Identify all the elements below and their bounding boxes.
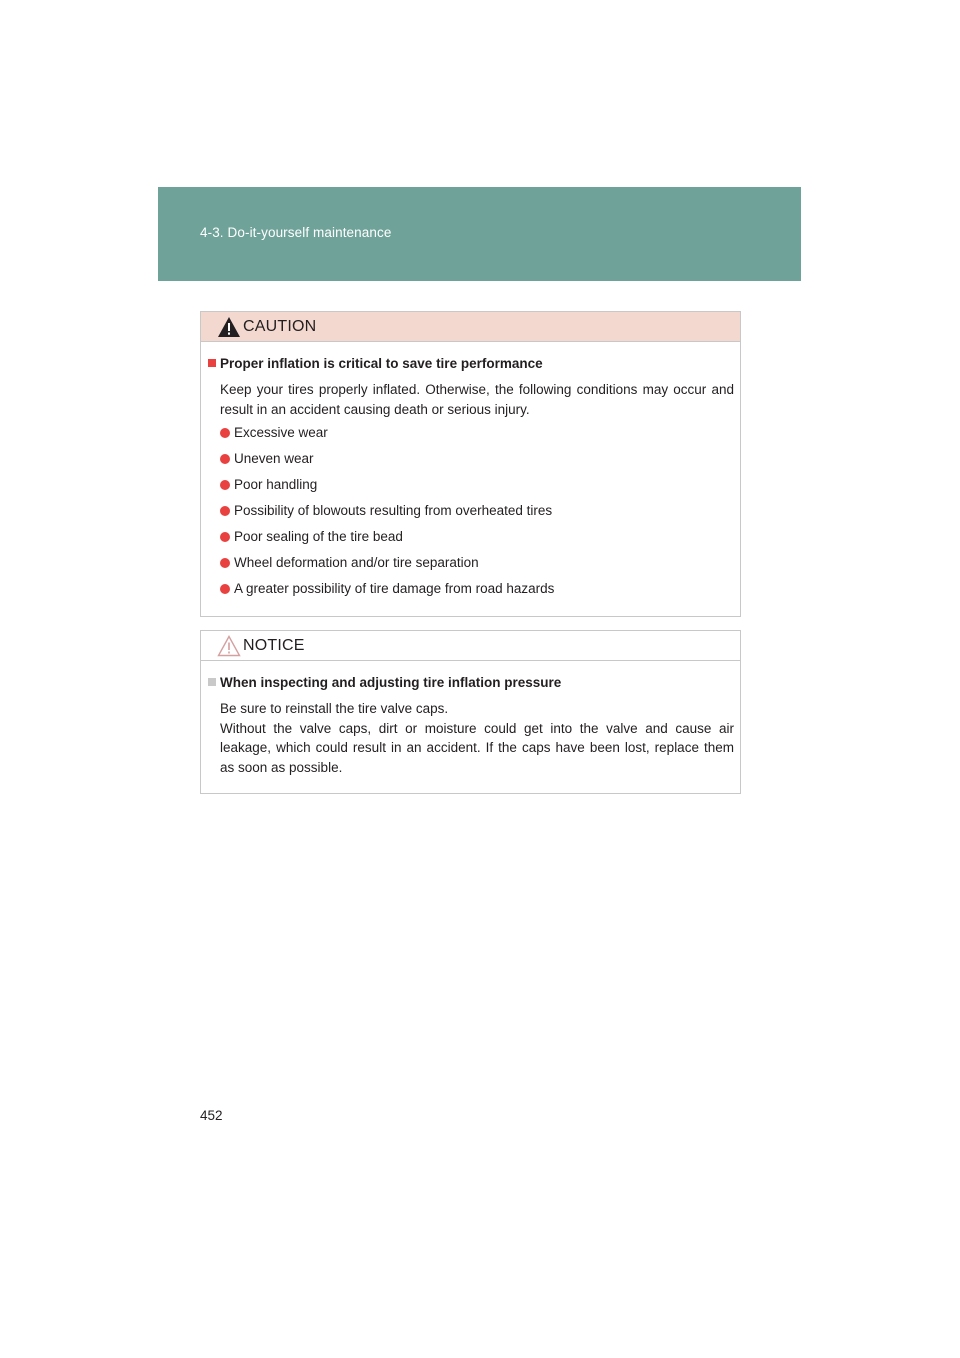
caution-body [208,355,734,606]
list-item [220,502,734,520]
bullet-dot-icon [220,558,230,568]
list-item [220,450,734,468]
bullet-dot-icon [220,584,230,594]
bullet-dot-icon [220,454,230,464]
bullet-dot-icon [220,428,230,438]
list-item [220,554,734,572]
section-title: 4-3. Do-it-yourself maintenance [200,225,392,240]
notice-subhead [208,674,734,692]
caution-title: CAUTION [243,318,317,335]
list-item-text: Poor handling [234,477,318,492]
list-item [220,476,734,494]
caution-intro: Keep your tires properly inflated. Otherwise, the following conditions may occur and result in an accident causing death or serious injury. [220,382,734,417]
list-item-text: Uneven wear [234,451,314,466]
list-item-text: Poor sealing of the tire bead [234,529,403,544]
caution-bullet-list [208,424,734,598]
list-item-text: Wheel deformation and/or tire separation [234,555,479,570]
notice-title: NOTICE [243,637,305,654]
caution-subhead [208,355,734,373]
list-item-text: A greater possibility of tire damage from road hazards [234,581,555,596]
notice-subhead-text: When inspecting and adjusting tire inflation pressure [220,675,562,690]
square-bullet-icon [208,678,216,686]
notice-header [201,631,740,661]
list-item [220,580,734,598]
section-header-band [158,187,801,281]
notice-line: Without the valve caps, dirt or moisture could get into the valve and cause air leakage, which could result in an accident. If the caps have been lost, replace them as soon as possible. [220,720,734,775]
warning-triangle-icon [217,316,241,338]
square-bullet-icon [208,359,216,367]
caution-header [201,312,740,342]
caution-subhead-text: Proper inflation is critical to save tire performance [220,356,543,371]
list-item [220,424,734,442]
notice-body [208,674,734,777]
caution-box [200,311,741,617]
bullet-dot-icon [220,506,230,516]
list-item-text: Possibility of blowouts resulting from overheated tires [234,503,553,518]
list-item-text: Excessive wear [234,425,328,440]
bullet-dot-icon [220,480,230,490]
notice-text [208,699,734,777]
notice-box [200,630,741,794]
bullet-dot-icon [220,532,230,542]
notice-line: Be sure to reinstall the tire valve caps. [220,701,449,716]
warning-triangle-outline-icon [217,635,241,657]
list-item [220,528,734,546]
page-number: 452 [200,1108,223,1123]
